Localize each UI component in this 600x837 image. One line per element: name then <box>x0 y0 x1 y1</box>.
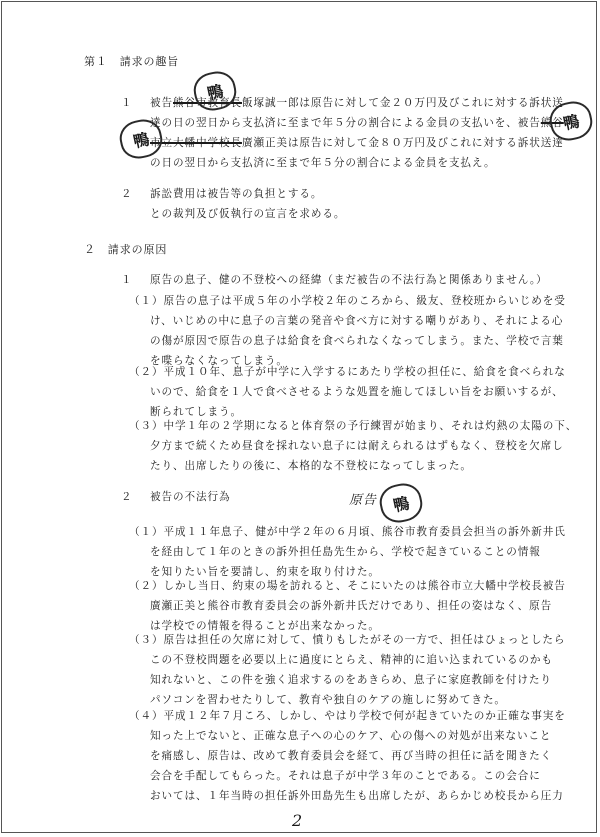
para-line: パソコンを習わせたりして、教育や独自のケアの施しに努めてきた。 <box>150 694 506 706</box>
sub1-title: 原告の息子、健の不登校への経緯（まだ被告の不法行為と関係ありません。） <box>150 274 548 286</box>
section2-heading: ２ 請求の原因 <box>84 243 168 256</box>
item2-line2: との裁判及び仮執行の宣言を求める。 <box>150 208 346 220</box>
item1-line2: 達の日の翌日から支払済に至まで年５分の割合による金員の支払いを、被告熊谷 <box>150 117 564 129</box>
para-line: 知った上でないと、正確な息子への心のケア、心の傷への対処が出来ないこと <box>150 730 552 742</box>
para-line: （３）中学１年の２学期になると体育祭の予行練習が始まり、それは灼熱の太陽の下、 <box>129 420 578 432</box>
struck-text: 熊谷 <box>540 117 564 129</box>
para-line: の傷が原因で原告の息子は給食を食べられなくなってしまう。また、学校で言葉 <box>150 335 564 347</box>
item2-number: ２ <box>121 188 133 200</box>
para-line: （２）平成１０年、息子が中学に入学するにあたり学校の担任に、給食を食べられな <box>129 366 566 378</box>
item1-number: １ <box>121 97 133 109</box>
para-line: おいては、１年当時の担任訴外田島先生も出席したが、あらかじめ校長から圧力 <box>150 790 564 802</box>
para-line: この不登校問題を必要以上に過度にとらえ、精神的に追い込まれているのかも <box>150 654 553 666</box>
item1-line1: 被告熊谷市教育長飯塚誠一郎は原告に対して金２０万円及びこれに対する訴状送 <box>150 97 564 109</box>
item1-line4: の日の翌日から支払済に至まで年５分の割合による金員を支払え。 <box>150 157 496 169</box>
seal-stamp: 鴨 <box>377 480 426 526</box>
handwritten-insertion: 原告 <box>349 493 377 508</box>
para-line: （１）平成１１年息子、健が中学２年の６月頃、熊谷市教育委員会担当の訴外新井氏 <box>129 526 566 538</box>
item2-line1: 訴訟費用は被告等の負担とする。 <box>150 188 323 200</box>
sub2-title: 被告の不法行為 <box>150 491 231 503</box>
seal-stamp: 鴨 <box>191 68 240 114</box>
item1-line3: 市立大幡中学校長廣瀬正美は原告に対して金８０万円及びこれに対する訴状送達 <box>150 137 564 149</box>
sub2-number: ２ <box>121 491 133 503</box>
para-line: 知れないと、この件を強く追求するのをあきらめ、息子に家庭教師を付けたり <box>150 674 552 686</box>
para-line: 廣瀬正美と熊谷市教育委員会の訴外新井氏だけであり、担任の姿はなく、原告 <box>150 600 553 612</box>
seal-stamp: 鴨 <box>547 98 596 144</box>
struck-text: 熊谷市教育長 <box>173 97 242 109</box>
para-line: を知りたい旨を要請し、約束を取り付けた。 <box>150 566 380 578</box>
para-line: （２）しかし当日、約束の場を訪れると、そこにいたのは熊谷市立大幡中学校長被告 <box>129 580 566 592</box>
para-line: たり、出席したりの後に、本格的な不登校になってしまった。 <box>150 460 472 472</box>
para-line: 会合を手配してもらった。それは息子が中学３年のことである。この会合に <box>150 770 541 782</box>
para-line: を痛感し、原告は、改めて教育委員会を経て、再び当時の担任に話を聞きたく <box>150 750 553 762</box>
para-line: 夕方まで続くため昼食を採れない息子には耐えられるはずもなく、登校を欠席し <box>150 440 564 452</box>
sub1-number: １ <box>121 274 133 286</box>
section1-heading: 第１ 請求の趣旨 <box>84 55 180 68</box>
document-page <box>1 1 597 833</box>
page-number: 2 <box>292 811 303 830</box>
seal-stamp: 鴨 <box>117 116 166 162</box>
struck-text: 市立大幡中学校長 <box>150 137 242 149</box>
para-line: いので、給食を１人で食べさせるような処置を施してほしい旨をお願いするが、 <box>150 386 564 398</box>
para-line: （３）原告は担任の欠席に対して、憤りもしたがその一方で、担任はひょっとしたら <box>129 634 566 646</box>
para-line: （１）原告の息子は平成５年の小学校２年のころから、級友、登校班からいじめを受 <box>129 295 566 307</box>
para-line: け、いじめの中に息子の言葉の発音や食べ方に対する嘲りがあり、それによる心 <box>150 315 564 327</box>
para-line: （４）平成１２年７月ころ、しかし、やはり学校で何が起きていたのか正確な事実を <box>129 710 566 722</box>
para-line: を経由して１年のときの訴外担任島先生から、学校で起きていることの情報 <box>150 546 541 558</box>
para-line: は学校での情報を得ることが出来なかった。 <box>150 620 380 632</box>
para-line: 断られてしまう。 <box>150 406 242 418</box>
para-line: を喋らなくなってしまう。 <box>150 355 288 367</box>
